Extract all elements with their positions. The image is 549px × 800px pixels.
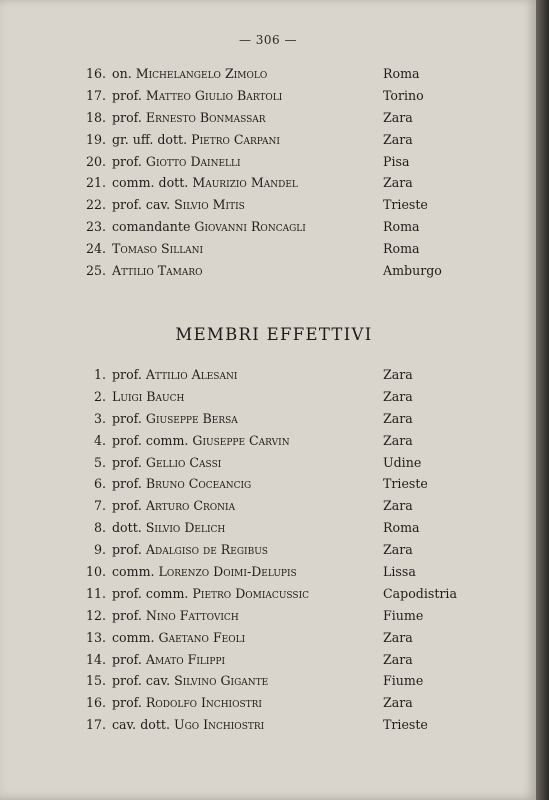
- entry-number: 11.: [85, 585, 106, 601]
- member-city: Zara: [383, 175, 413, 191]
- member-city: Zara: [383, 498, 413, 514]
- member-city: Zara: [383, 695, 413, 711]
- entry-number: 1.: [93, 367, 106, 382]
- list-item: [0, 517, 536, 539]
- member-city: Pisa: [383, 153, 410, 169]
- member-city: Zara: [383, 410, 413, 426]
- member-city: Zara: [383, 109, 413, 125]
- member-name: comm. Lorenzo Doimi-Delupis: [112, 564, 297, 580]
- member-name: prof. Giuseppe Bersa: [112, 410, 238, 426]
- member-city: Zara: [383, 432, 413, 448]
- list-item: [0, 63, 536, 85]
- entry-number: 21.: [85, 175, 106, 191]
- list-item: [0, 714, 536, 736]
- list-item: [0, 605, 536, 627]
- entry-number: 22.: [85, 197, 106, 213]
- member-name: comandante Giovanni Roncagli: [112, 219, 306, 235]
- member-name: prof. Gellio Cassi: [112, 454, 222, 470]
- member-city: Trieste: [383, 717, 428, 733]
- entry-number: 7.: [93, 498, 106, 514]
- entry-number: 8.: [93, 520, 106, 536]
- member-name: prof. Amato Filippi: [112, 651, 226, 667]
- entry-number: 24.: [85, 241, 106, 257]
- member-city: Roma: [383, 219, 420, 235]
- entry-number: 4.: [93, 432, 106, 448]
- member-city: Zara: [383, 542, 413, 558]
- entry-number: 12.: [85, 607, 106, 623]
- member-city: Udine: [383, 454, 422, 470]
- list-item: [0, 194, 536, 216]
- list-item: [0, 85, 536, 107]
- entry-number: 15.: [85, 673, 106, 689]
- member-name: prof. Rodolfo Inchiostri: [112, 695, 262, 711]
- entry-number: 6.: [93, 476, 106, 492]
- member-city: Torino: [383, 87, 424, 103]
- member-city: Capodistria: [383, 585, 457, 601]
- member-name: Luigi Bauch: [112, 388, 185, 404]
- list-item: [0, 473, 536, 495]
- entry-number: 25.: [85, 263, 106, 279]
- member-name: prof. Bruno Coceancig: [112, 476, 252, 492]
- list-item: [0, 430, 536, 452]
- member-name: prof. cav. Silvino Gigante: [112, 673, 269, 689]
- member-city: Lissa: [383, 564, 416, 580]
- entry-number: 13.: [85, 629, 106, 645]
- list-item: [0, 238, 536, 260]
- entry-number: 2.: [93, 388, 106, 404]
- member-city: Zara: [383, 651, 413, 667]
- list-item: [0, 386, 536, 408]
- entry-number: 23.: [85, 219, 106, 235]
- member-name: prof. Arturo Cronia: [112, 498, 236, 514]
- member-city: Zara: [383, 367, 413, 382]
- section-title: MEMBRI EFFETTIVI: [175, 325, 373, 344]
- list-item: [0, 260, 536, 282]
- list-item: [0, 107, 536, 129]
- member-name: prof. Giotto Dainelli: [112, 153, 241, 169]
- list-item: [0, 364, 536, 386]
- entry-number: 17.: [85, 717, 106, 733]
- member-city: Zara: [383, 131, 413, 147]
- entry-number: 14.: [85, 651, 106, 667]
- entry-number: 16.: [85, 66, 106, 81]
- entry-number: 9.: [93, 542, 106, 558]
- list-item: [0, 670, 536, 692]
- entry-number: 20.: [85, 153, 106, 169]
- member-name: prof. comm. Pietro Domiacussic: [112, 585, 310, 601]
- member-name: prof. Nino Fattovich: [112, 607, 239, 623]
- list-item: [0, 627, 536, 649]
- member-city: Fiume: [383, 673, 424, 689]
- entry-number: 5.: [93, 454, 106, 470]
- member-city: Roma: [383, 241, 420, 257]
- page-number: — 306 —: [238, 33, 298, 47]
- member-name: dott. Silvio Delich: [112, 520, 226, 536]
- list-item: [0, 692, 536, 714]
- list-item: [0, 495, 536, 517]
- list-item: [0, 452, 536, 474]
- list-item: [0, 151, 536, 173]
- member-city: Zara: [383, 388, 413, 404]
- entry-number: 17.: [85, 87, 106, 103]
- member-city: Roma: [383, 520, 420, 536]
- list-item: [0, 129, 536, 151]
- entry-number: 19.: [85, 131, 106, 147]
- member-name: prof. Ernesto Bonmassar: [112, 109, 266, 125]
- entry-number: 3.: [93, 410, 106, 426]
- entry-number: 10.: [85, 564, 106, 580]
- list-item: [0, 172, 536, 194]
- page-edge-shadow: [536, 0, 549, 800]
- member-name: prof. Matteo Giulio Bartoli: [112, 87, 283, 103]
- member-list-continued: [0, 63, 536, 282]
- member-name: prof. Adalgiso de Regibus: [112, 542, 268, 558]
- list-item: [0, 408, 536, 430]
- member-name: Attilio Tamaro: [112, 263, 203, 279]
- list-item: [0, 583, 536, 605]
- member-city: Amburgo: [383, 263, 442, 279]
- member-name: prof. Attilio Alesani: [112, 367, 238, 382]
- member-city: Fiume: [383, 607, 424, 623]
- member-name: prof. cav. Silvio Mitis: [112, 197, 245, 213]
- member-name: prof. comm. Giuseppe Carvin: [112, 432, 290, 448]
- member-name: comm. Gaetano Feoli: [112, 629, 246, 645]
- member-name: Tomaso Sillani: [112, 241, 204, 257]
- member-name: comm. dott. Maurizio Mandel: [112, 175, 298, 191]
- member-name: cav. dott. Ugo Inchiostri: [112, 717, 265, 733]
- list-item: [0, 649, 536, 671]
- list-item: [0, 539, 536, 561]
- member-name: gr. uff. dott. Pietro Carpani: [112, 131, 280, 147]
- list-item: [0, 561, 536, 583]
- list-item: [0, 216, 536, 238]
- member-list-effettivi: [0, 364, 536, 736]
- member-name: on. Michelangelo Zimolo: [112, 66, 268, 81]
- member-city: Roma: [383, 66, 420, 81]
- entry-number: 18.: [85, 109, 106, 125]
- entry-number: 16.: [85, 695, 106, 711]
- member-city: Trieste: [383, 476, 428, 492]
- member-city: Trieste: [383, 197, 428, 213]
- member-city: Zara: [383, 629, 413, 645]
